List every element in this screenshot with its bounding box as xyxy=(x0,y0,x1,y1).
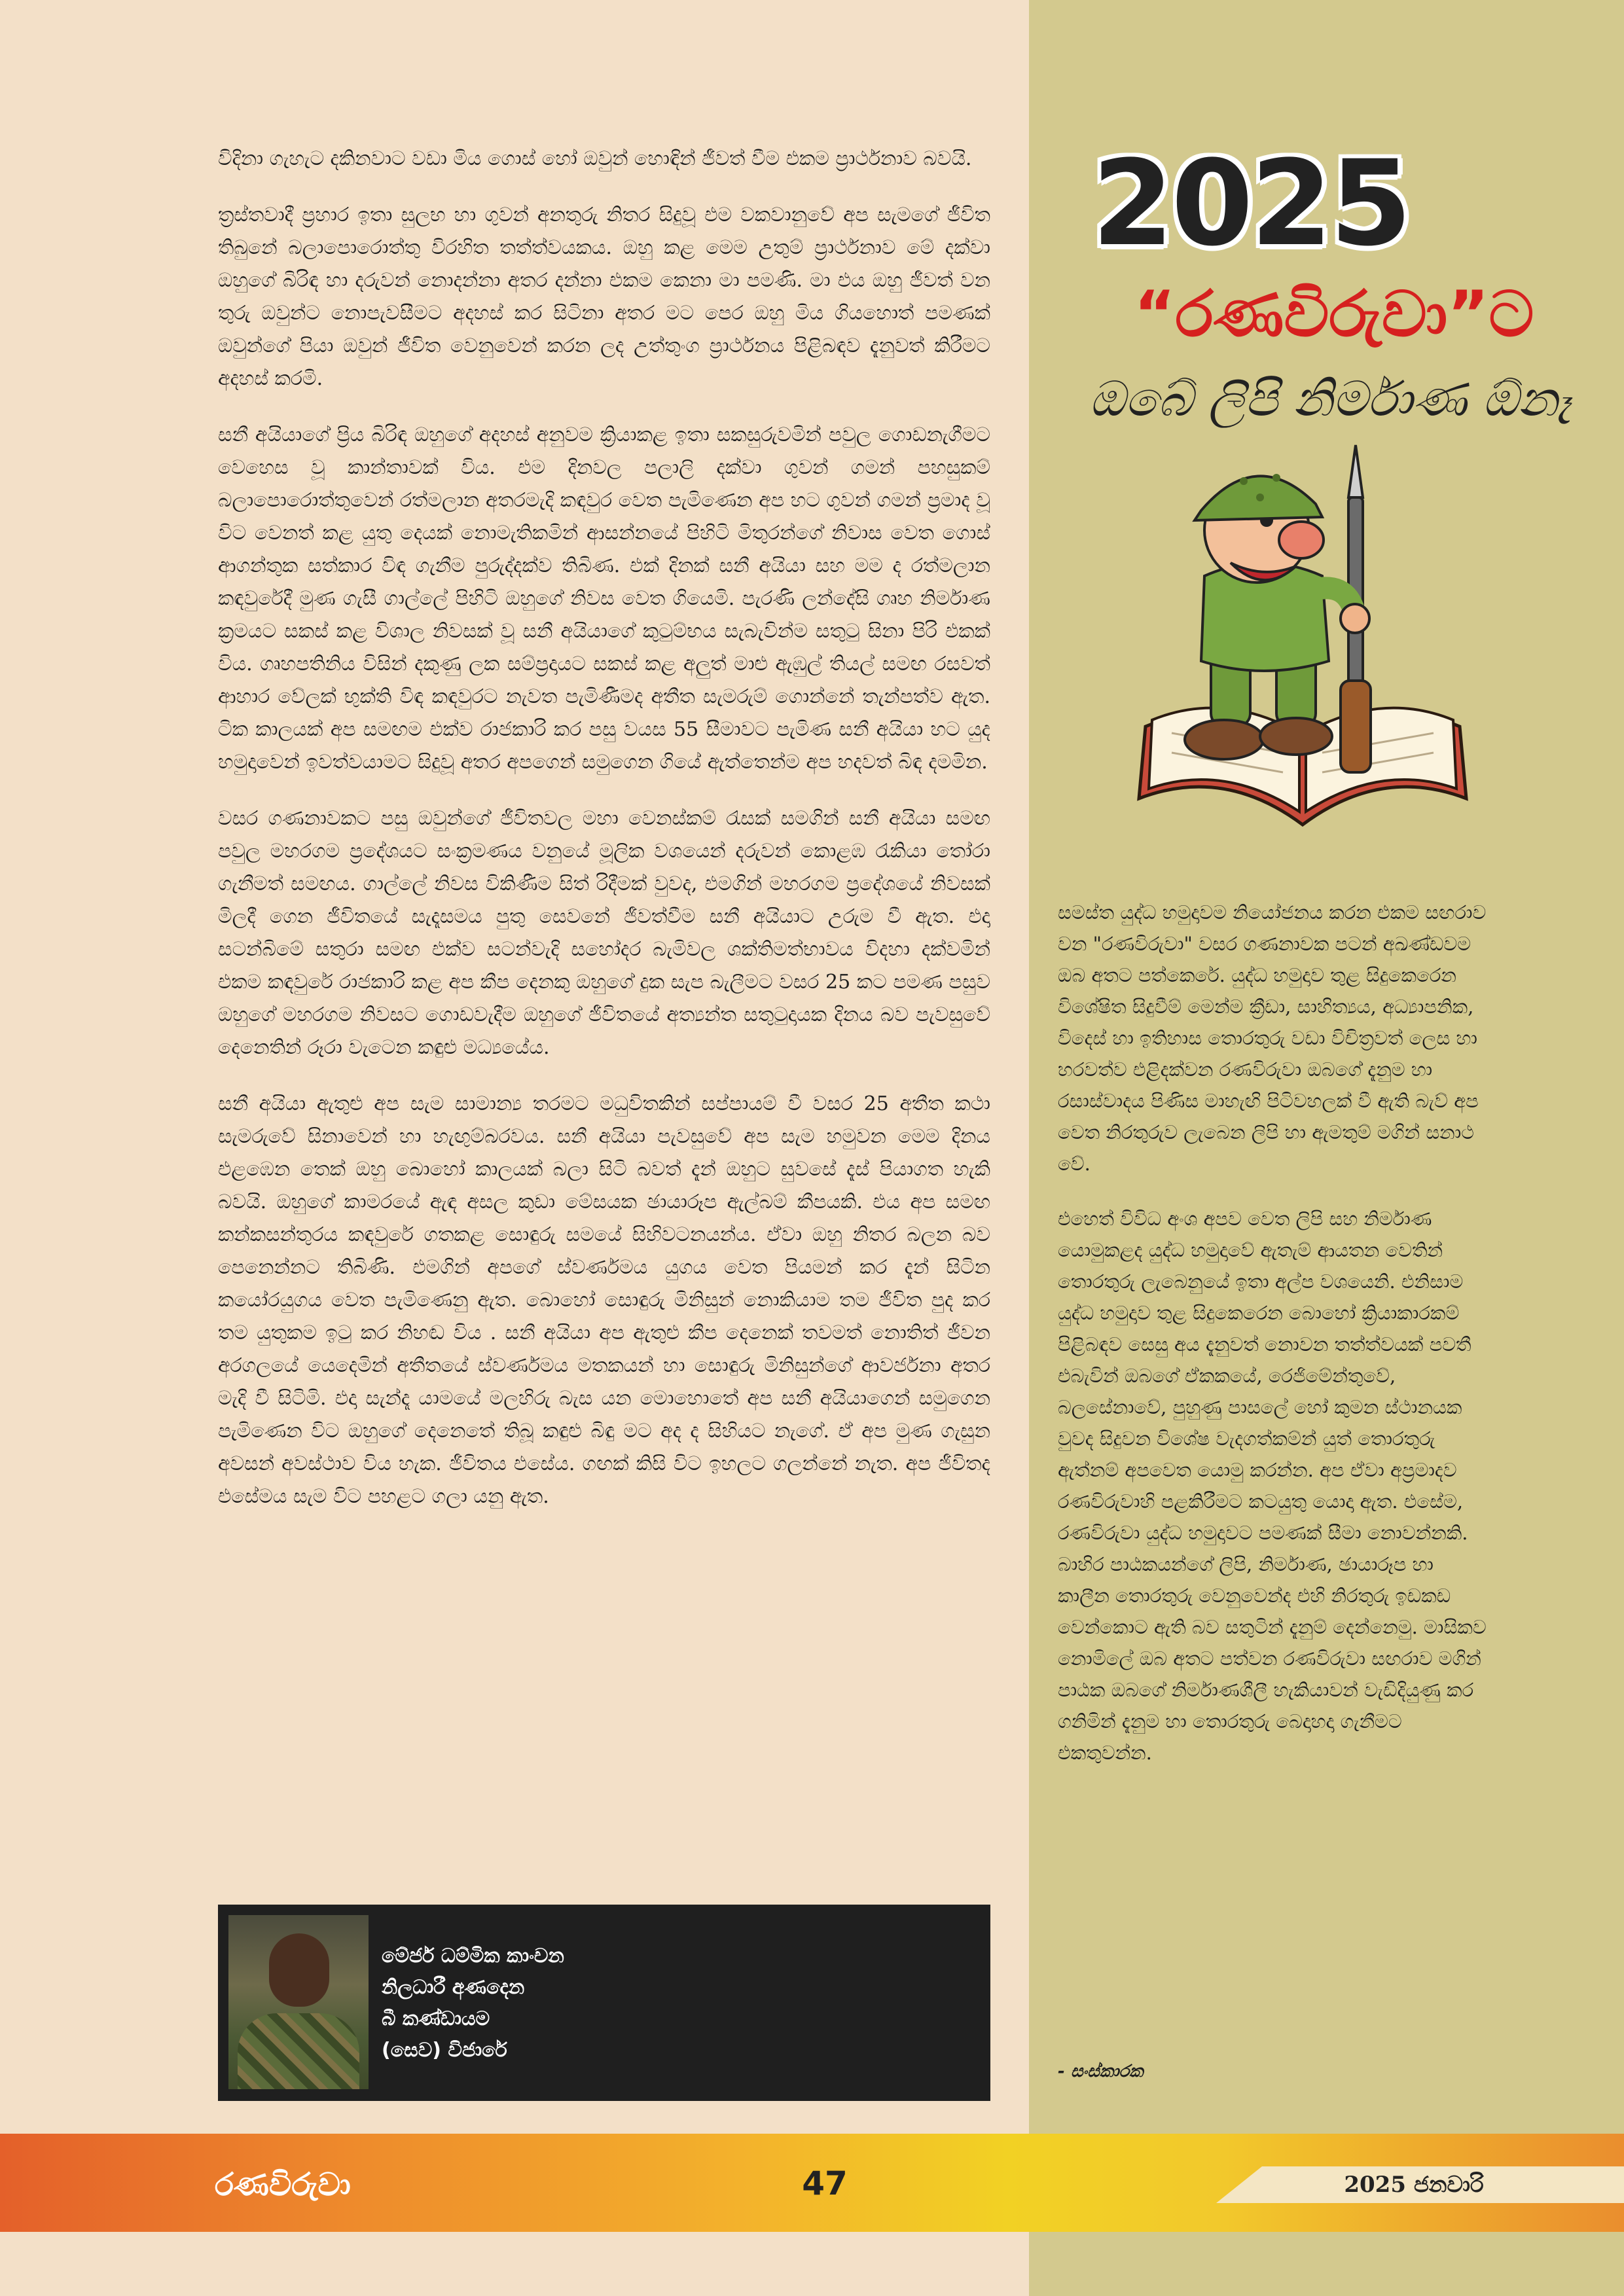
author-unit: බී කණ්ඩායම xyxy=(382,2007,490,2030)
sidebar-subtitle: ඔබේ ලිපි නිර්මාණ ඕනෑ xyxy=(1089,371,1572,427)
cartoon-soldier-on-book-illustration xyxy=(1126,432,1479,838)
footer-date: 2025 ජනවාරි xyxy=(1344,2172,1484,2198)
article-paragraph: වසර ගණනාවකට පසු ඔවුන්ගේ ජීවිතවල මහා වෙනස්කම් රැසක් සමගින් සනී අයියා සමඟ පවුල මහරගම ප්‍රදේශයට සංක්‍රමණය වනුයේ මූලික වශයෙන් දරුවන් කොළඹ රැකියා තෝරා ගැනීමත් සමඟය. ගාල්ලේ නිවස විකිණීම සිත් රිදීමක් වුවද, එමගින් මහරගම ප්‍රදේශයේ නිවසක් මිලදී ගෙන ජීවිතයේ සැදෑසමය පුතු සෙවනේ ජීවත්වීම සනී අයියාට උරුම වී ඇත. එදා සටන්බිමේ සතුරා සමඟ එක්ව සටන්වැදි සහෝදර බැමිවල ශක්තිමත්භාවය විදහා දක්වමින් එකම කඳවුරේ රාජකාරි කළ අප කීප දෙනකු ඔහුගේ දුක සැප බැලීමට වසර 25 කට පමණ පසුව ඔහුගේ මහරගම නිවසට ගොඩවැදීම ඔහුගේ ජීවිතයේ අත්‍යන්ත සතුටුදායක දිනය බව පැවසුවේ දෙනෙතින් රූරා වැටෙන කඳුළු මධ්‍යයේය. xyxy=(218,807,990,1059)
page-number: 47 xyxy=(802,2164,848,2202)
sidebar-paragraph: එහෙත් විවිධ අංශ අපව වෙත ලිපි සහ නිර්මාණ යොමුකළද යුද්ධ හමුදාවේ ඇතැම් ආයතන වෙතින් තොරතුරු ලැබෙනුයේ ඉතා අල්ප වශයෙනි. එනිසාම යුද්ධ හමුදාව තුළ සිදුකෙරෙන බොහෝ ක්‍රියාකාරකම් පිළිබඳව සෙසු අය දැනුවත් නොවන තත්ත්වයක් පවතී එබැවින් ඔබගේ ඒකකයේ, රෙජිමේන්තුවේ, බලසේනාවේ, පුහුණු පාසලේ හෝ කුමන ස්ථානයක වුවද සිදුවන විශේෂ වැදගත්කම්න් යුත් තොරතුරු ඇත්නම් අපවෙත යොමු කරන්න. අප ඒවා අප්‍රමාදව රණවිරුවාහි පළකිරීමට කටයුතු යොදා ඇත. එසේම, රණවිරුවා යුද්ධ හමුදාවට පමණක් සීමා නොවන්නකි. බාහිර පාඨකයන්ගේ ලිපි, නිර්මාණ, ඡායාරූප හා කාලීන තොරතුරු වෙනුවෙන්ද එහි නිරතුරු ඉඩකඩ වෙන්කොට ඇති බව සතුටින් දැනුම් දෙන්නෙමු. මාසිකව නොමිලේ ඔබ අතට පත්වන රණවිරුවා සඟරාව මගින් පාඨක ඔබගේ නිර්මාණශීලී හැකියාවන් වැඩිදියුණු කර ගනිමින් දැනුම හා තොරතුරු බෙදාහදා ගැනීමට එකතුවන්න. xyxy=(1058,1208,1487,1764)
article-paragraph: විදිනා ගැහැට දකිනවාට වඩා මිය ගොස් හෝ ඔවුන් හොඳින් ජීවත් වීම එකම ප්‍රාර්ථනාව බවයි. xyxy=(218,147,972,170)
sidebar-paragraph: සමස්ත යුද්ධ හමුදාවම නියෝජනය කරන එකම සඟරාව වන "රණවිරුවා" වසර ගණනාවක පටන් අඛණ්ඩවම ඔබ අතට පත්කෙරේ. යුද්ධ හමුදාව තුළ සිදුකෙරෙන විශේෂිත සිදුවීම් මෙන්ම ක්‍රීඩා, සාහිත්‍යය, අධ්‍යාපනික, විදෙස් හා ඉතිහාස තොරතුරු වඩා විචිත්‍රවත් ලෙස හා හරවත්ව එළිදක්වන රණවිරුවා ඔබගේ දැනුම හා රසාස්වාදය පිණිස මාහැඟි පිටිවහලක් වී ඇති බැව් අප වෙත නිරතුරුව ලැබෙන ලිපි හා ඇමතුම් මගින් සනාථ වේ. xyxy=(1058,901,1487,1175)
article-paragraph: සනී අයියාගේ ප්‍රිය බිරිඳ ඔහුගේ අදහස් අනුවම ක්‍රියාකළ ඉතා සකසුරුවමින් පවුල ගොඩනැගීමට වෙහෙස වූ කාන්තාවක් විය. එම දිනවල පලාලි දක්වා ගුවන් ගමන් පහසුකම් බලාපොරොත්තුවෙන් රත්මලාන අතරමැදි කඳවුර වෙත පැමිණෙන අප හට ගුවන් ගමන් ප්‍රමාද වූ විට වෙනත් කළ යුතු දෙයක් නොමැතිකමින් ආසන්නයේ පිහිටි මිතුරන්ගේ නිවාස වෙත ගොස් ආගන්තුක සත්කාර විඳ ගැනීම පුරුද්දක්ව තිබිණ. එක් දිනක් සනී අයියා සහ මම ද රත්මලාන කඳවුරේදී මුණ ගැසී ගාල්ලේ පිහිටි ඔහුගේ නිවස වෙත ගියෙමි. පැරණි ලන්දේසි ගෘහ නිර්මාණ ක්‍රමයට සකස් කළ විශාල නිවසක් වූ සනී අයියාගේ කුටුම්භය සැබැවින්ම සතුටු සිනා පිරි එකක් විය. ගෘහපතිනිය විසින් දකුණු ලක සම්ප්‍රදායට සකස් කළ අලුත් මාළු ඇඹුල් තියල් සමඟ රසවත් ආහාර වේලක් භුක්ති විඳ කඳවුරට නැවත පැමිණීමද අතීත සැමරුම් ගොන්නේ තැන්පත්ව ඇත. ටික කාලයක් අප සමඟම එක්ව රාජකාරි කර පසු වයස 55 සීමාවට පැමිණ සනී අයියා හට යුද හමුදාවෙන් ඉවත්වයාමට සිදුවූ අතර අපගෙන් සමුගෙන ගියේ ඇත්තෙන්ම අප හදවත් බිඳ දමමින. xyxy=(218,423,990,774)
author-portrait-photo xyxy=(228,1915,369,2089)
author-role: නිලධාරී අණදෙන xyxy=(382,1976,525,1999)
author-box xyxy=(218,1905,990,2101)
sidebar-body xyxy=(1058,897,1490,1792)
article-paragraph: සනී අයියා ඇතුළු අප සැම සාමාන්‍ය තරමට මධුවිතකින් සප්පායම් වී වසර 25 අතීත කථා සැමරුවේ සිනාවෙන් හා හැඟුම්බරවය. සනී අයියා පැවසුවේ අප සැම හමුවන මෙම දිනය එළඹෙන තෙක් ඔහු බොහෝ කාලයක් බලා සිටි බවත් දැන් ඔහුට සුවසේ දැස් පියාගත හැකි බවයි. ඔහුගේ කාමරයේ ඇඳ අසල කුඩා මේසයක ඡායාරූප ඇල්බම් කීපයකි. එය අප සමඟ කන්කසන්තුරය කඳවුරේ ගතකළ සොඳුරු සමයේ සිහිවටනයන්ය. ඒවා ඔහු නිතර බලන බව පෙනෙන්නට තිබිණි. එමගින් අපගේ ස්වර්ණමය යුගය වෙත පියමන් කර දැන් සිටින කයෝරයුගය වෙත පැමිණෙනු ඇත. බොහෝ සොඳුරු මිනිසුන් නොකියාම තම ජීවිත පුද කර තම යුතුකම ඉටු කර නිහඬ විය . සනී අයියා අප ඇතුළු කීප දෙනෙක් තවමත් නොතිත් ජීවන අරගලයේ යෙදෙමින් අතීතයේ ස්වර්ණමය මතකයන් හා සොඳුරු මිනිසුන්ගේ ආවර්ජනා අතර මැදි වී සිටිමි. එදා සැන්දෑ යාමයේ මලහිරු බැස යන මොහොතේ අප සනී අයියාගෙන් සමුගෙන පැමිණෙන විට ඔහුගේ දෙනෙතේ තිබූ කඳුළු බිඳු මට අද ද සිහියට නැගේ. ඒ අප මුණ ගැසුන අවසන් අවස්ථාව විය හැක. ජීවිතය එසේය. ගඟක් කිසි විට ඉහලට ගලන්නේ නැත. අප ජීවිතද එසේමය සැම විට පහළට ගලා යනු ඇත. xyxy=(218,1092,991,1508)
year-heading: 2025 xyxy=(1092,135,1409,272)
author-name: මේජර් ධම්මික කාංචන xyxy=(382,1945,564,1967)
editor-signoff: - සංස්කාරක xyxy=(1058,2062,1144,2081)
sidebar-title: “රණවිරුවා”ට xyxy=(1134,278,1534,351)
author-details xyxy=(382,1941,564,2066)
article-paragraph: ත්‍රස්තවාදී ප්‍රහාර ඉතා සුලභ හා ගුවන් අනතුරු නිතර සිදුවූ එම වකවානුවේ අප සැමගේ ජීවිත තිබුනේ බලාපොරොත්තු විරහිත තත්ත්වයකය. ඔහු කළ මෙම උතුම් ප්‍රාර්ථනාව මේ දක්වා ඔහුගේ බිරිඳ හා දරුවන් නොදන්නා අතර දන්නා එකම කෙනා මා පමණි. මා එය ඔහු ජීවත් වන තුරු ඔවුන්ට නොපැවසීමට අදහස් කර සිටිනා අතර මට පෙර ඔහු මිය ගියහොත් පමණක් ඔවුන්ගේ පියා ඔවුන් ජීවිත වෙනුවෙන් කරන ලද උත්තුංග ප්‍රාර්ථනය පිළිබඳව දැනුවත් කිරීමට අදහස් කරමි. xyxy=(218,204,990,390)
author-regiment: (සෙව) විජාරේ xyxy=(382,2039,507,2062)
article-body xyxy=(218,143,990,1537)
footer-brand: රණවිරුවා xyxy=(215,2166,351,2203)
